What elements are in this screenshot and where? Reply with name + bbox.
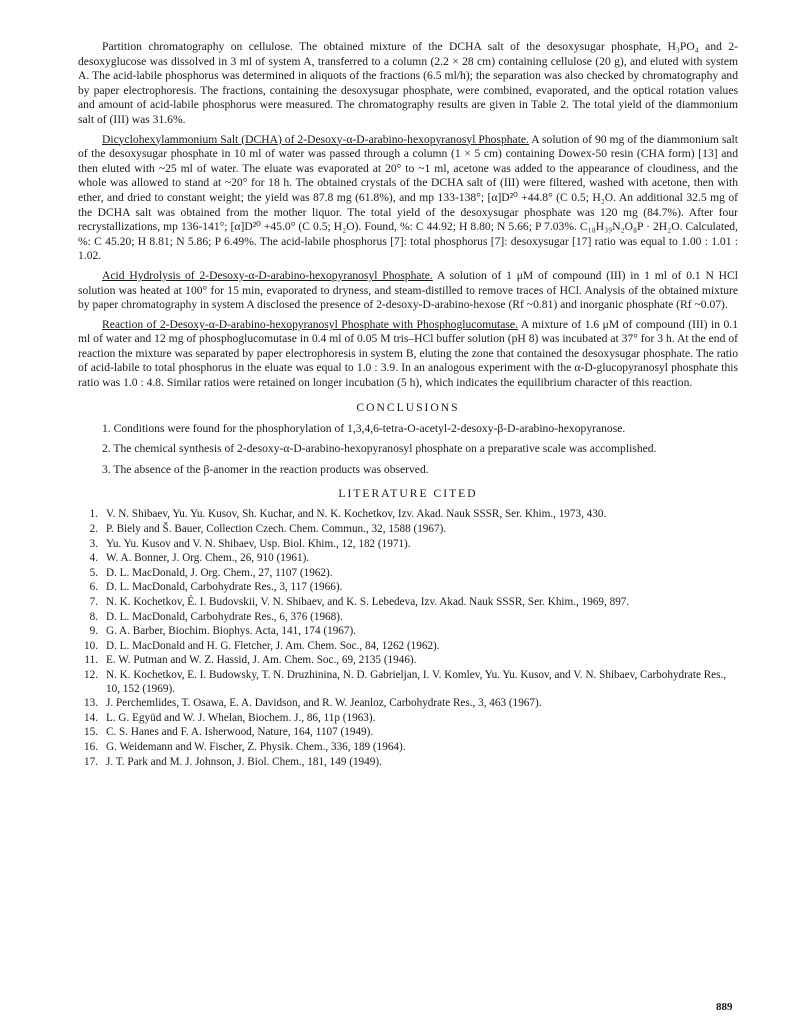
reference-item [78,640,738,654]
reference-item [78,508,738,522]
reference-text: C. S. Hanes and F. A. Isherwood, Nature, 164, 1107 (1949). [106,726,374,739]
reference-item [78,611,738,625]
reference-item [78,552,738,566]
paragraph-dcha-salt [78,133,738,264]
reference-item [78,669,738,696]
reference-number: 15. [84,726,98,739]
reference-text: N. K. Kochetkov, É. I. Budovskii, V. N. Shibaev, and K. S. Lebedeva, Izv. Akad. Nauk SSSR, Ser. Khim., 1969, 897. [106,596,630,608]
reference-item [78,756,738,770]
reference-item [78,726,738,740]
conclusions-heading: CONCLUSIONS [356,400,460,414]
reference-number: 7. [89,596,98,608]
paragraph-acid-hydrolysis [78,269,738,313]
reference-item [78,654,738,668]
conclusion-item: 2. The chemical synthesis of 2-desoxy-α-D-arabino-hexopyranosyl phosphate on a preparative scale was accomplished. [102,442,657,456]
reference-text: J. Perchemlides, T. Osawa, E. A. Davidson, and R. W. Jeanloz, Carbohydrate Res., 3, 463 (1967). [106,697,542,710]
reference-number: 8. [89,610,98,623]
page-content [78,40,738,770]
reference-text: E. W. Putman and W. Z. Hassid, J. Am. Chem. Soc., 69, 2135 (1946). [106,654,417,667]
reference-text: P. Biely and Š. Bauer, Collection Czech. Chem. Commun., 32, 1588 (1967). [106,523,447,536]
reference-text: N. K. Kochetkov, E. I. Budowsky, T. N. Druzhinina, N. D. Gabrieljan, I. V. Komlev, Yu. Yu. Kusov, and V. N. Shibaev, Carbohydrate Res., 10, 152 (1969). [106,668,727,695]
reference-item [78,697,738,711]
reference-item [78,625,738,639]
reference-item [78,523,738,537]
reference-text: L. G. Együd and W. J. Whelan, Biochem. J., 86, 11p (1963). [106,711,376,724]
reference-item [78,741,738,755]
reference-number: 9. [89,625,98,638]
paragraph-heading: Dicyclohexylammonium Salt (DCHA) of 2-Desoxy-α-D-arabino-hexopyranosyl Phosphate. [102,132,529,146]
reference-text: V. N. Shibaev, Yu. Yu. Kusov, Sh. Kuchar, and N. K. Kochetkov, Izv. Akad. Nauk SSSR, Ser. Khim., 1973, 430. [106,508,607,521]
literature-heading: LITERATURE CITED [338,487,478,501]
reference-item [78,712,738,726]
reference-number: 1. [89,508,98,521]
paragraph-text: A solution of 90 mg of the diammonium salt of the desoxysugar phosphate in 10 ml of water was passed through a column (1 × 5 cm) containing Dowex-50 resin (CHA form) [13] and then eluted with ~25 ml of water. The eluate was evaporated at 20° to ~1 ml, acetone was added to the appearance of cloudiness, and the whole was allowed to stand at ~20° for 18 h. The obtained crystals of the DCHA salt of (III) were filtered, washed with acetone, then with ether, and dried to constant weight; the yield was 87.8 mg (61.8%), and mp 133-138°; [α]D²⁰ +44.8° (C 0.5; H₂O. An additional 32.5 mg of the DCHA salt was obtained from the mother liquor. The total yield of the desoxysugar phosphate was 120 mg (84.7%). After four recrystallizations, mp 136-141°; [α]D²⁰ +45.0° (C 0.5; H₂O). Found, %: C 44.92; H 8.80; N 5.66; P 7.03%. C₁₈H₃₉N₂O₈P · 2H₂O. Calculated, %: C 45.20; H 8.81; N 5.86; P 6.49%. The acid-labile phosphorus [7]: total phosphorus [7]: desoxysugar [17] ratio was equal to 1.00 : 1.01 : 1.02. [78,132,739,263]
reference-number: 13. [84,697,98,710]
reference-number: 2. [89,523,98,536]
reference-number: 11. [84,654,98,667]
reference-list [78,508,738,769]
reference-text: D. L. MacDonald, Carbohydrate Res., 3, 117 (1966). [106,581,343,594]
reference-number: 4. [89,552,98,565]
reference-number: 6. [89,581,98,594]
reference-text: G. A. Barber, Biochim. Biophys. Acta, 141, 174 (1967). [106,625,357,638]
reference-number: 3. [89,537,98,550]
paragraph-text: Partition chromatography on cellulose. The obtained mixture of the DCHA salt of the desoxysugar phosphate, H₃PO₄ and 2-desoxyglucose was dissolved in 3 ml of system A, transferred to a column (2.2 × 28 cm) containing cellulose (20 g), and eluted with system A. The acid-labile phosphorus was determined in aliquots of the fractions (6.5 ml/h); the separation was also checked by chromatography and by paper electrophoresis. The fractions, containing the desoxysugar phosphate, were combined, evaporated, and the optical rotation values and amount of acid-labile phosphorus were measured. The chromatography results are given in Table 2. The total yield of the diammonium salt of (III) was 31.6%. [78,40,738,126]
reference-number: 17. [84,755,98,768]
paragraph-text: A solution of 1 μM of compound (III) in 1 ml of 0.1 N HCl solution was heated at 100° for 15 min, evaporated to dryness, and steam-distilled to remove traces of HCl. Analysis of the obtained mixture by paper chromatography in system A disclosed the presence of 2-desoxy-D-arabino-hexose (Rf ~0.81) and inorganic phosphate (Rf ~0.07). [78,268,738,312]
paragraph-heading: Acid Hydrolysis of 2-Desoxy-α-D-arabino-hexopyranosyl Phosphate. [102,268,433,282]
reference-text: D. L. MacDonald, Carbohydrate Res., 6, 376 (1968). [106,610,343,623]
reference-number: 16. [84,740,98,753]
paragraph-text: A mixture of 1.6 μM of compound (III) in 0.1 ml of water and 12 mg of phosphoglucomutase in 0.4 ml of 0.05 M tris–HCl buffer solution (pH 8) was incubated at 37° for 3 h. At the end of reaction the mixture was separated by paper electrophoresis in system B, eluting the zone that contained the desoxysugar phosphate. The ratio of acid-labile to total phosphorus in the eluate was equal to 1.0 : 3.9. In an analogous experiment with the α-D-glucopyranosyl phosphate this ratio was 1.0 : 4.8. Similar ratios were retained on longer incubation (5 h), which indicates the equilibrium character of this reaction. [78,317,738,390]
reference-text: W. A. Bonner, J. Org. Chem., 26, 910 (1961). [106,552,310,565]
reference-item [78,538,738,552]
reference-number: 5. [89,566,98,579]
reference-text: D. L. MacDonald, J. Org. Chem., 27, 1107 (1962). [106,566,333,579]
reference-number: 14. [84,711,98,724]
reference-number: 12. [84,668,98,681]
reference-text: Yu. Yu. Kusov and V. N. Shibaev, Usp. Biol. Khim., 12, 182 (1971). [106,537,411,550]
reference-item [78,567,738,581]
paragraph-heading: Reaction of 2-Desoxy-α-D-arabino-hexopyranosyl Phosphate with Phosphoglucomutase. [102,317,518,331]
reference-number: 10. [84,639,98,652]
paragraph-phosphoglucomutase [78,318,738,391]
conclusions-list [78,422,738,478]
conclusion-item: 1. Conditions were found for the phosphorylation of 1,3,4,6-tetra-O-acetyl-2-desoxy-β-D-arabino-hexopyranose. [102,421,626,435]
page-number: 889 [716,1001,733,1013]
reference-item [78,596,738,610]
reference-text: G. Weidemann and W. Fischer, Z. Physik. Chem., 336, 189 (1964). [106,740,406,753]
paragraph-partition-chromatography [78,40,738,128]
reference-text: J. T. Park and M. J. Johnson, J. Biol. Chem., 181, 149 (1949). [106,755,382,768]
conclusion-item: 3. The absence of the β-anomer in the reaction products was observed. [102,462,429,476]
reference-item [78,581,738,595]
reference-text: D. L. MacDonald and H. G. Fletcher, J. Am. Chem. Soc., 84, 1262 (1962). [106,639,440,652]
